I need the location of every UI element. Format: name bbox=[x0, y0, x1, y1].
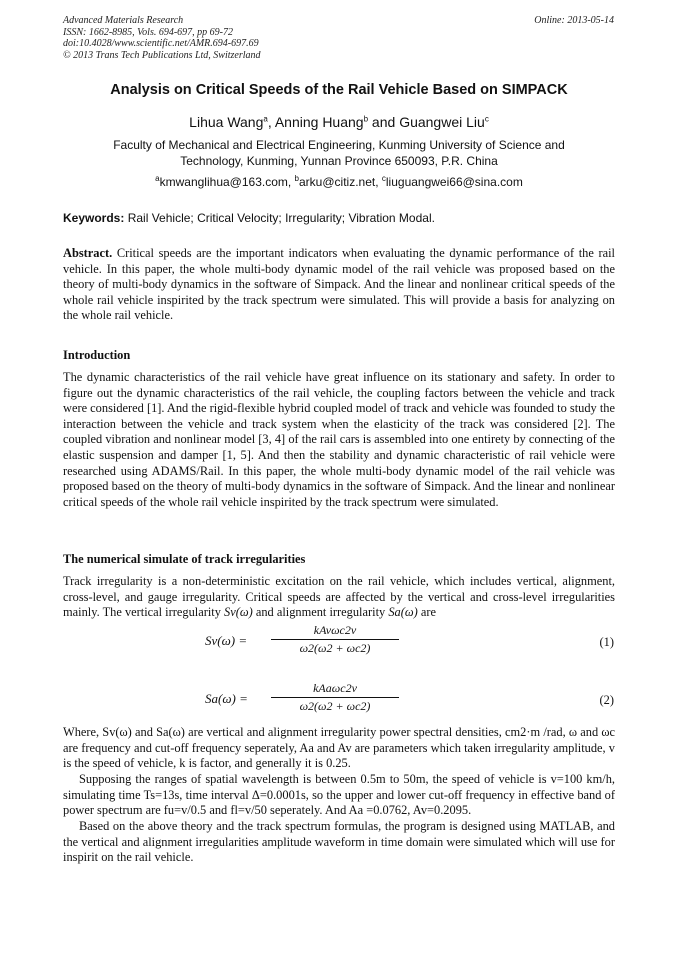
equation-fraction bbox=[271, 623, 399, 656]
equation-denominator: ω2(ω2 + ωc2) bbox=[299, 699, 371, 713]
intro-text: The dynamic characteristics of the rail vehicle have great influence on its stationary and safety. In order to figure out the dynamic characteristics of the rail vehicle, the coupling factors between the vehicle and track were considered [1]. And the rigid-flexible hybrid coupled model of track and vehicle was founded to study the interaction between the vehicle and track system when the elasticity of the track was considered [2]. The coupled vibration and nonlinear model [3, 4] of the rail cars is assembled into one entirety by connecting of the elastic suspension and damper [1, 5]. And then the stability and dynamic characteristic of rail vehicle were researched using ADAMS/Rail. In this paper, the whole multi-body dynamic model of the rail vehicle was proposed based on the theory of multi-body dynamics in the software of Simpack. And the linear and nonlinear critical speeds of the whole rail vehicle inspirited by the track spectrum were simulated. bbox=[63, 370, 615, 509]
email-link[interactable]: kmwanglihua@163.com bbox=[159, 175, 288, 189]
author-separator: , bbox=[267, 114, 275, 130]
abstract-label: Abstract. bbox=[63, 246, 113, 260]
keywords-label: Keywords: bbox=[63, 211, 125, 225]
equation-numerator: kAaωc2v bbox=[313, 681, 357, 695]
email-mark: a bbox=[155, 174, 160, 183]
based-text: Based on the above theory and the track spectrum formulas, the program is designed using MATLAB, and the vertical and alignment irregularities amplitude waveform in time domain were simulated which will use for inspirit on the rail vehicle. bbox=[63, 819, 615, 865]
issn-line: ISSN: 1662-8985, Vols. 694-697, pp 69-72 bbox=[63, 26, 233, 38]
section-text-a: Track irregularity is a non-deterministic excitation on the rail vehicle, which includes vertical, alignment, cross-level, and gauge irregularity. Critical speeds are affected by the vertical and cross-level irregularities mainly. The vertical irregularity bbox=[63, 574, 615, 620]
author-name: Lihua Wang bbox=[189, 114, 264, 130]
author-mark: c bbox=[484, 114, 489, 124]
author-list bbox=[0, 114, 678, 130]
where-text: Where, Sv(ω) and Sa(ω) are vertical and alignment irregularity power spectral densities, cm2·m /rad, ω and ωc are frequency and cut-off frequency seperately, Aa and Av are parameters which taken irregularity amplitude, v is the speed of vehicle, k is factor, and generally it is 0.25. bbox=[63, 725, 615, 771]
copyright-line: © 2013 Trans Tech Publications Ltd, Switzerland bbox=[63, 49, 261, 61]
journal-header bbox=[63, 15, 261, 61]
email-mark: b bbox=[294, 174, 299, 183]
email-list: $^a$kmwanglihua@163.com, $^b$arku@citiz.net, $^c$liuguangwei66@sina.com bbox=[155, 174, 523, 189]
keywords bbox=[63, 211, 615, 225]
email-link[interactable]: arku@citiz.net bbox=[299, 175, 376, 189]
section-text-b: and alignment irregularity bbox=[252, 605, 389, 620]
symbol-sa: Sa(ω) bbox=[388, 605, 418, 620]
section-text bbox=[63, 574, 615, 621]
author-name: Anning Huang bbox=[274, 114, 364, 130]
equation-number: (1) bbox=[599, 635, 614, 649]
author-separator: and bbox=[368, 114, 400, 130]
equation-numerator: kAvωc2v bbox=[313, 623, 357, 637]
affiliation-line: Technology, Kunming, Yunnan Province 650093, P.R. China bbox=[180, 153, 498, 168]
author-mark: b bbox=[363, 114, 369, 124]
abstract-text: Critical speeds are the important indicators when evaluating the dynamic performance of the rail vehicle. In this paper, the whole multi-body dynamic model of the rail vehicle was proposed based on the theory of multi-body dynamics in the software of Simpack. And the linear and nonlinear critical speeds of the whole rail vehicle inspirited by the track spectrum were simulated. This will provide a basis for analyzing on the whole rail vehicle. bbox=[63, 246, 615, 323]
equation-lhs: Sa(ω) = bbox=[205, 691, 248, 706]
equation-number: (2) bbox=[599, 693, 614, 707]
journal-name: Advanced Materials Research bbox=[63, 15, 184, 26]
intro-heading: Introduction bbox=[63, 348, 131, 362]
email-link[interactable]: liuguangwei66@sina.com bbox=[385, 175, 523, 189]
fraction-bar bbox=[271, 697, 399, 698]
abstract bbox=[63, 246, 615, 324]
author-name: Guangwei Liu bbox=[399, 114, 485, 130]
keywords-text: Rail Vehicle; Critical Velocity; Irregularity; Vibration Modal. bbox=[127, 211, 435, 225]
fraction-bar bbox=[271, 639, 399, 640]
section-text-c: are bbox=[417, 605, 436, 620]
section-heading: The numerical simulate of track irregularities bbox=[63, 552, 306, 566]
equation-denominator: ω2(ω2 + ωc2) bbox=[299, 641, 371, 655]
doi-line: doi:10.4028/www.scientific.net/AMR.694-697.69 bbox=[63, 38, 259, 49]
online-date: Online: 2013-05-14 bbox=[534, 15, 614, 26]
affiliation-line: Faculty of Mechanical and Electrical Engineering, Kunming University of Science and bbox=[113, 138, 565, 152]
equation-lhs: Sv(ω) = bbox=[205, 633, 248, 648]
supposing-text: Supposing the ranges of spatial wavelength is between 0.5m to 50m, the speed of vehicle is v=100 km/h, simulating time Ts=13s, time interval Δ=0.0001s, so the upper and lower cut-off frequency in effective band of power spectrum are fu=v/0.5 and fl=v/50 seperately. And Aa =0.0762, Av=0.2095. bbox=[63, 772, 615, 818]
affiliation bbox=[100, 138, 578, 169]
symbol-sv: Sv(ω) bbox=[224, 605, 253, 620]
email-mark: c bbox=[381, 174, 386, 183]
paper-title: Analysis on Critical Speeds of the Rail Vehicle Based on SIMPACK bbox=[110, 82, 568, 98]
author-mark: a bbox=[263, 114, 268, 124]
equation-fraction bbox=[271, 681, 399, 714]
